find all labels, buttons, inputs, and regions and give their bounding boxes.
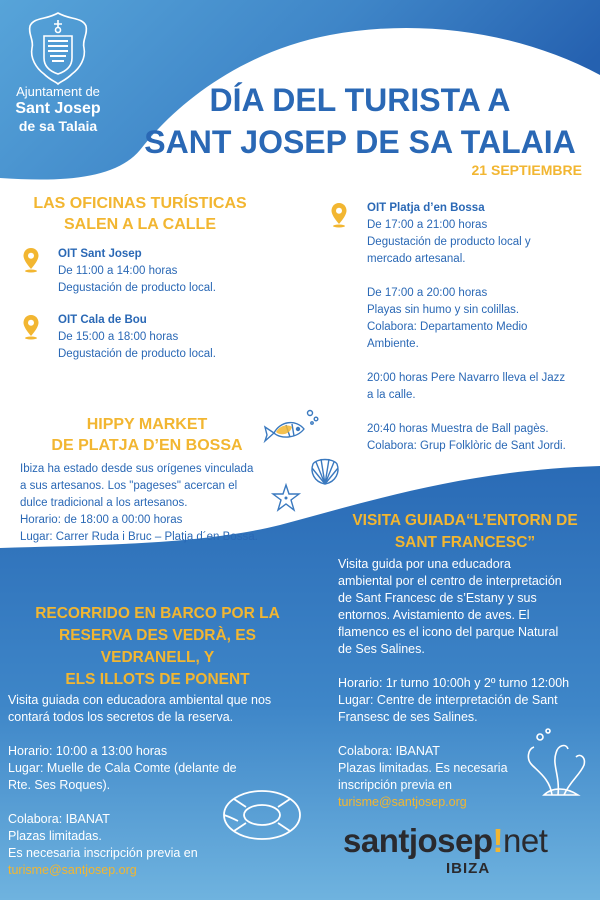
text-line: contará todos los secretos de la reserva. xyxy=(8,710,234,724)
text-line xyxy=(367,404,592,421)
text-line: de Ses Salines. xyxy=(338,642,425,656)
visita-title-line2: SANT FRANCESC” xyxy=(394,534,536,551)
municipality-line1: Ajuntament de xyxy=(16,84,100,99)
barco-email-link[interactable]: turisme@santjosep.org xyxy=(8,863,137,877)
municipality-name xyxy=(8,85,108,134)
text-line: Fransesc de ses Salines. xyxy=(338,710,478,724)
text-line: Ibiza ha estado desde sus orígenes vinculada xyxy=(20,463,254,475)
barco-title-line3: VEDRANELL, Y xyxy=(100,649,215,666)
barco-title xyxy=(15,603,300,691)
location-pin-icon xyxy=(22,314,40,340)
event-date: 21 SEPTIEMBRE xyxy=(471,162,582,178)
text-line: Lugar: Muelle de Cala Comte (delante de xyxy=(8,761,237,775)
visita-title-line1: VISITA GUIADA“L’ENTORN DE xyxy=(352,512,578,529)
text-line: dulce tradicional a los artesanos. xyxy=(20,497,188,509)
office-name: OIT Sant Josep xyxy=(58,248,142,260)
coat-of-arms-icon xyxy=(22,10,94,86)
logo-ibiza: IBIZA xyxy=(446,860,491,877)
logo-brand: santjosep xyxy=(343,822,493,859)
municipality-line3: de sa Talaia xyxy=(18,117,98,134)
oficinas-title-line1: LAS OFICINAS TURÍSTICAS xyxy=(33,195,247,212)
hippy-title-line2: DE PLATJA D’EN BOSSA xyxy=(51,437,243,454)
office-desc: Degustación de producto local. xyxy=(58,282,216,294)
text-line: Horario: 1r turno 10:00h y 2º turno 12:00h xyxy=(338,676,570,690)
santjosep-net-logo xyxy=(343,822,547,860)
text-line: De 17:00 a 20:00 horas xyxy=(367,287,488,299)
text-line: Lugar: Carrer Ruda i Bruc – Platja d´en Bossa. xyxy=(20,531,258,543)
text-line: Visita guida por una educadora xyxy=(338,557,511,571)
office-item xyxy=(58,312,216,363)
hippy-description xyxy=(20,461,285,546)
text-line: Degustación de producto local y xyxy=(367,236,531,248)
location-pin-icon xyxy=(22,247,40,273)
platja-office-name: OIT Platja d’en Bossa xyxy=(367,202,485,214)
text-line: Colabora: Departamento Medio xyxy=(367,321,528,333)
text-line: Es necesaria inscripción previa en xyxy=(8,846,198,860)
text-line: entornos. Avistamiento de aves. El xyxy=(338,608,530,622)
visita-email-link[interactable]: turisme@santjosep.org xyxy=(338,795,467,809)
logo-net: net xyxy=(503,822,548,859)
office-desc: Degustación de producto local. xyxy=(58,348,216,360)
barco-title-line2: RESERVA DES VEDRÀ, ES xyxy=(59,627,256,644)
text-line: 20:00 horas Pere Navarro lleva el Jazz xyxy=(367,372,566,384)
text-line xyxy=(338,658,593,675)
text-line: Plazas limitadas. Es necesaria xyxy=(338,761,508,775)
logo-bang: ! xyxy=(492,822,504,859)
text-line: Horario: de 18:00 a 00:00 horas xyxy=(20,514,183,526)
office-hours: De 15:00 a 18:00 horas xyxy=(58,331,179,343)
text-line: ambiental por el centro de interpretación xyxy=(338,574,562,588)
starfish-icon xyxy=(270,482,302,514)
visita-title xyxy=(330,510,600,554)
municipality-line2: Sant Josep xyxy=(15,100,101,118)
oficinas-title-line2: SALEN A LA CALLE xyxy=(64,216,216,233)
text-line: De 17:00 a 21:00 horas xyxy=(367,219,488,231)
seaweed-icon xyxy=(522,725,592,800)
text-line: Playas sin humo y sin colillas. xyxy=(367,304,520,316)
text-line: Rte. Ses Roques). xyxy=(8,778,111,792)
fish-icon xyxy=(262,405,322,455)
seashell-icon xyxy=(308,454,342,488)
text-line: mercado artesanal. xyxy=(367,253,466,265)
office-item xyxy=(58,246,216,297)
text-line: Colabora: IBANAT xyxy=(338,744,440,758)
location-pin-icon xyxy=(330,202,348,228)
platja-lines xyxy=(367,217,592,455)
main-title-line1: DÍA DEL TURISTA A xyxy=(209,82,511,118)
text-line: a sus artesanos. Los "pageses" acercan el xyxy=(20,480,238,492)
main-title-line2: SANT JOSEP DE SA TALAIA xyxy=(144,124,576,160)
barco-title-line1: RECORRIDO EN BARCO POR LA xyxy=(35,605,280,622)
text-line: inscripción previa en xyxy=(338,778,452,792)
text-line: Colabora: Grup Folklòric de Sant Jordi. xyxy=(367,440,566,452)
hippy-title xyxy=(12,414,282,456)
text-line: Horario: 10:00 a 13:00 horas xyxy=(8,744,168,758)
platja-section xyxy=(367,200,592,455)
text-line: flamenco es el icono del parque Natural xyxy=(338,625,559,639)
hippy-title-line1: HIPPY MARKET xyxy=(86,416,208,433)
text-line: Ambiente. xyxy=(367,338,419,350)
text-line xyxy=(367,353,592,370)
office-name: OIT Cala de Bou xyxy=(58,314,147,326)
text-line: 20:40 horas Muestra de Ball pagès. xyxy=(367,423,549,435)
barco-title-line4: ELS ILLOTS DE PONENT xyxy=(65,671,250,688)
office-hours: De 11:00 a 14:00 horas xyxy=(58,265,178,277)
text-line: Colabora: IBANAT xyxy=(8,812,110,826)
text-line: de Sant Francesc de s’Estany y sus xyxy=(338,591,537,605)
text-line: Plazas limitadas. xyxy=(8,829,102,843)
text-line xyxy=(367,268,592,285)
text-line xyxy=(8,726,308,743)
oficinas-title xyxy=(20,193,260,235)
text-line: a la calle. xyxy=(367,389,416,401)
text-line: Lugar: Centre de interpretación de Sant xyxy=(338,693,558,707)
life-ring-icon xyxy=(220,785,304,845)
text-line: Visita guiada con educadora ambiental que nos xyxy=(8,693,272,707)
